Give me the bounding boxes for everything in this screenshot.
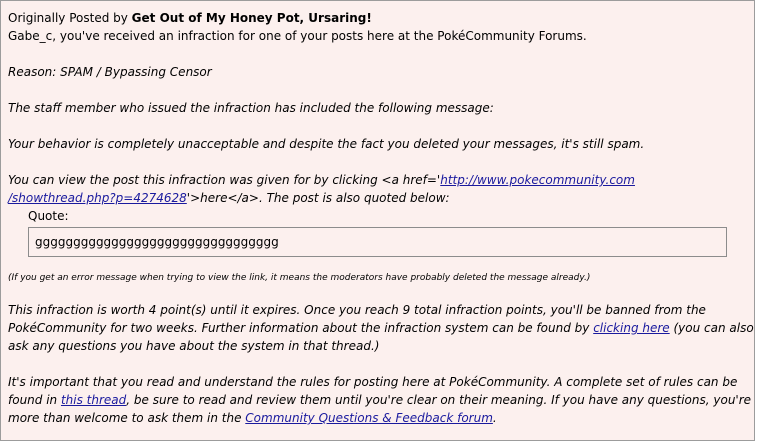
quote-text: gggggggggggggggggggggggggggggggg bbox=[35, 235, 279, 249]
points-line-2-pre: PokéCommunity for two weeks. Further information about the infraction system can be found by bbox=[8, 321, 594, 335]
rules-line-2-post: , be sure to read and review them until you're clear on their meaning. If you have any questions, you're bbox=[126, 393, 752, 407]
staff-message-intro: The staff member who issued the infraction has included the following message: bbox=[8, 101, 494, 115]
feedback-forum-link[interactable]: Community Questions & Feedback forum bbox=[245, 411, 493, 425]
rules-line-2-pre: found in bbox=[8, 393, 61, 407]
infraction-intro: Gabe_c, you've received an infraction for one of your posts here at the PokéCommunity Forums. bbox=[8, 29, 587, 43]
points-line-2-post: (you can also bbox=[669, 321, 754, 335]
rules-line-3-post: . bbox=[492, 411, 497, 425]
points-line-2 bbox=[8, 319, 754, 337]
quote-header-prefix: Originally Posted by bbox=[8, 11, 132, 25]
infraction-post-link-cont[interactable]: /showthread.php?p=4274628 bbox=[8, 191, 187, 205]
rules-thread-link[interactable]: this thread bbox=[60, 393, 127, 407]
quote-header bbox=[8, 9, 747, 27]
error-note: (If you get an error message when trying to view the link, it means the moderators have probably deleted the message already.) bbox=[8, 273, 591, 283]
points-line-3: ask any questions you have about the system in that thread.) bbox=[8, 339, 380, 353]
infraction-post-link[interactable]: http://www.pokecommunity.com bbox=[440, 173, 635, 187]
rules-line-3-pre: more than welcome to ask them in the bbox=[8, 411, 246, 425]
infraction-reason: Reason: SPAM / Bypassing Censor bbox=[8, 65, 212, 79]
rules-line-3 bbox=[8, 409, 747, 427]
rules-line-1: It's important that you read and understand the rules for posting here at PokéCommunity. A complete set of rules can be bbox=[8, 375, 738, 389]
staff-message: Your behavior is completely unacceptable and despite the fact you deleted your messages, it's still spam. bbox=[8, 137, 645, 151]
view-post-line-2 bbox=[8, 189, 747, 207]
infraction-system-link[interactable]: clicking here bbox=[593, 321, 670, 335]
quote-box bbox=[28, 227, 727, 257]
view-post-post: '>here</a>. The post is also quoted below: bbox=[186, 191, 450, 205]
view-post-line bbox=[8, 171, 747, 189]
quote-label: Quote: bbox=[28, 209, 69, 223]
rules-line-2 bbox=[8, 391, 752, 409]
points-line-1: This infraction is worth 4 point(s) until it expires. Once you reach 9 total infraction points, you'll be banned from the bbox=[8, 303, 706, 317]
quote-author: Get Out of My Honey Pot, Ursaring! bbox=[131, 11, 372, 25]
view-post-pre: You can view the post this infraction was given for by clicking <a href=' bbox=[8, 173, 441, 187]
